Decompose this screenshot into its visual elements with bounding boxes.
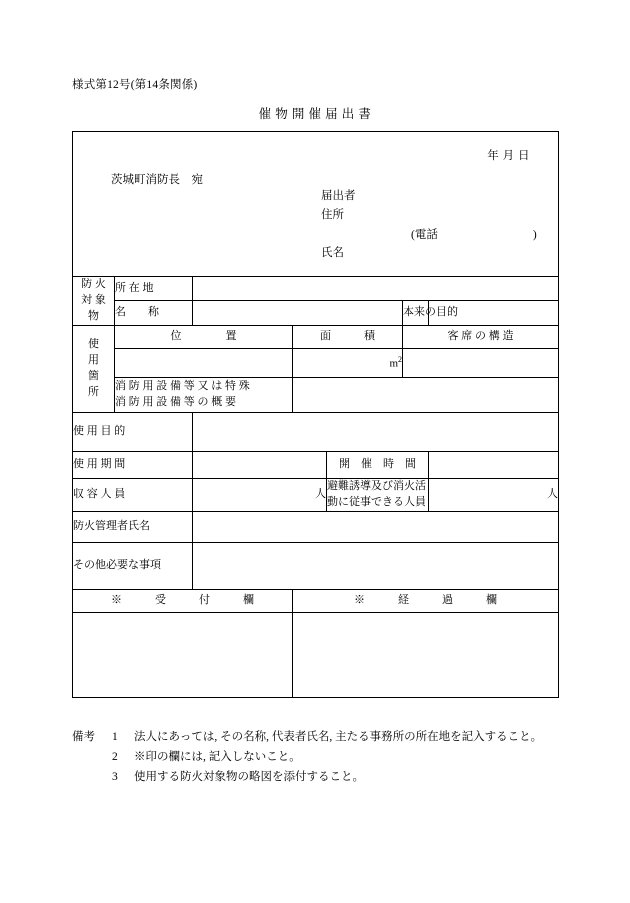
note-indent [72,747,112,767]
note-text: 使用する防火対象物の略図を添付すること。 [134,771,364,784]
note-item [72,767,572,787]
notes-section [72,727,572,787]
position-header: 位 置 [115,325,293,348]
original-purpose-label: 本来の目的 [403,301,429,325]
row-use-period [73,451,559,478]
telephone-close-paren: ) [532,229,537,241]
row-office-blanks [73,612,559,697]
note-text: ※印の欄には, 記入しないこと。 [134,751,301,764]
guide-staff-label-line-2: 動に従事できる人員 [327,495,426,508]
target-property-label [73,277,115,326]
target-property-label-line-2: 対 象 [81,293,106,306]
use-purpose-label: 使 用 目 的 [73,412,193,451]
fire-equipment-label-line-2: 消 防 用 設 備 等 の 概 要 [115,395,236,408]
capacity-label: 収 容 人 員 [73,478,193,511]
use-place-label-line-4: 所 [88,385,99,398]
row-other-matters [73,542,559,589]
use-period-label: 使 用 期 間 [73,451,193,478]
fire-equipment-value[interactable] [293,377,559,412]
row-office-headers [73,589,559,612]
area-header: 面 積 [293,325,403,348]
area-unit: m [389,357,398,370]
row-fire-manager [73,511,559,542]
seat-structure-header: 客 席 の 構 造 [403,325,559,348]
row-fire-equipment [73,377,559,412]
progress-column-label: ※ 経 過 欄 [293,589,559,612]
form-number: 様式第12号(第14条関係) [72,79,198,91]
submitter-label: 届出者 [321,190,356,202]
target-property-label-line-1: 防 火 [81,278,106,290]
addressee: 茨城町消防長 宛 [111,174,203,186]
other-matters-label: その他必要な事項 [73,542,193,589]
address-label: 住所 [321,208,344,221]
receipt-column-value[interactable] [73,612,293,697]
note-item [72,727,572,747]
event-time-label: 開 催 時 間 [327,451,429,478]
form-table-container [72,131,558,698]
note-item [72,747,572,767]
fire-manager-label: 防火管理者氏名 [73,511,193,542]
use-place-label-line-1: 使 [88,337,99,350]
document-title: 催 物 開 催 届 出 書 [258,107,372,121]
target-property-label-line-3: 物 [88,309,99,322]
guide-staff-label [327,478,429,511]
row-use-purpose [73,412,559,451]
note-number: 3 [112,771,118,784]
location-label: 所 在 地 [115,277,193,301]
note-number: 2 [112,751,118,764]
other-matters-value[interactable] [193,542,559,589]
use-period-value[interactable] [193,451,327,478]
use-place-label-line-2: 用 [88,353,99,366]
notes-heading: 備考 [72,731,95,743]
area-unit-exponent: 2 [398,354,402,364]
use-purpose-value[interactable] [193,412,559,451]
date-line: 年 月 日 [487,150,531,162]
guide-staff-label-line-1: 避難誘導及び消火活 [327,479,426,492]
telephone-field[interactable] [411,227,537,244]
location-value[interactable] [193,277,559,301]
note-indent [72,767,112,787]
capacity-value[interactable] [193,478,327,511]
row-capacity [73,478,559,511]
seat-structure-value[interactable] [403,348,559,377]
capacity-unit: 人 [315,487,326,500]
property-name-value[interactable] [193,301,403,325]
position-value[interactable] [115,348,293,377]
receipt-column-label: ※ 受 付 欄 [73,589,293,612]
header-cell [73,132,559,277]
name-label: 氏名 [321,246,344,259]
area-value[interactable] [293,348,403,377]
event-time-value[interactable] [429,451,559,478]
telephone-label: (電話 [411,229,438,241]
progress-column-value[interactable] [293,612,559,697]
note-number: 1 [112,731,118,743]
fire-equipment-label [115,377,293,412]
guide-staff-value[interactable] [429,478,559,511]
fire-equipment-label-line-1: 消 防 用 設 備 等 又 は 特 殊 [115,379,250,392]
fire-manager-value[interactable] [193,511,559,542]
use-place-label-line-3: 箇 [88,369,99,382]
guide-staff-unit: 人 [547,487,559,500]
row-use-place-headers [73,325,559,348]
note-text: 法人にあっては, その名称, 代表者氏名, 主たる事務所の所在地を記入すること。 [134,731,543,743]
row-location [73,277,559,301]
header-row [73,132,559,277]
form-table [72,131,559,698]
use-place-label [73,325,115,412]
row-name [73,301,559,325]
row-use-place-values [73,348,559,377]
submitter-block [321,187,356,263]
property-name-label: 名 称 [115,301,193,325]
